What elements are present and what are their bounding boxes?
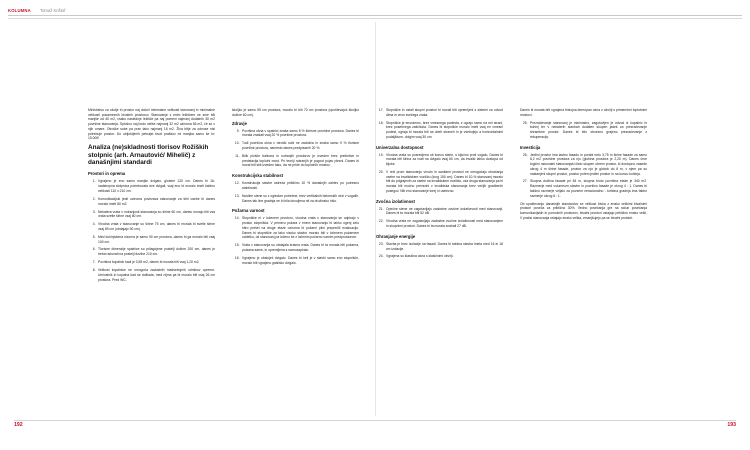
list-item: 13. Nosilne stene so z ogledom potrebne, brez vertikalnih betonskih vezi v vogalih. Danes tak line gradnja ne bi bila dovoljena nit za družinsko hišo. xyxy=(241,194,360,203)
list-item: 4. Vhodna vrata v stanovanje so širine 75 cm, danes bi morala bi svetle širine vsaj 89 cm (obdajajo 90 cm). xyxy=(97,222,216,231)
list-item: 19. Vhodna vrata so posredjena ob koncu stene, s ključno proti vogalu. Danes bi morala biti širina za vrati na dvigalo vsaj 60 cm, da invalid lahko dostopa od kljuke. xyxy=(385,153,504,167)
subsection-heading: Požarna varnost xyxy=(232,208,265,214)
page-number-left: 192 xyxy=(14,422,23,428)
list-item: 7. Površina kopalnic kadi je 0,55 m2, danes bi morala biti vsaj 1,20 m2. xyxy=(97,260,216,265)
subsection-heading: Investicija xyxy=(520,144,541,150)
list-item: 15. Vrata v stanovanja so obdajala krasna vrata. Danes bi ta morala biti požarna, polzana same, in opremljena s samozapiralo. xyxy=(241,243,360,252)
list-item: 1. Vgrajeno je eno samo manjše dvigalo, globine 120 cm. Danes bi 16-nadstropna stolpnica potrebovala dve dvigali, vsaj eno bi moralo imeti kabino velikosti 110 x 210 cm. xyxy=(97,179,216,193)
list-item: 24. Vgrajena so klasična okna s klasičnimi okvirji. xyxy=(385,254,504,259)
list-item: 17. Stopnišče in ostali skupni prostori bi morali biti opremljeni s sistemi za odvod dima in vnos svežega zraka. xyxy=(385,108,504,117)
subsection-heading: Zvočna izolativnost xyxy=(376,198,415,204)
subsection-heading: Univerzalna dostopnost xyxy=(376,144,424,150)
list-item: 5. Med kuhinjskima nizoma je samo 90 cm prostora, danes bi ga moralo biti vsaj 100 cm. xyxy=(97,235,216,244)
numbered-list xyxy=(376,207,503,229)
list-item: 2. Komunikacijski jedri oziroma povezava stanovanje za štiri osebe bi danes moralo imeti 80 m2. xyxy=(97,197,216,206)
numbered-list xyxy=(88,179,215,282)
list-item: 22. Vhodna vrata ne zagotavljajo zadostne zvočne izolativnosti med stanovanjem in skupnimi prostori. Danes bi ta morala znašati 27 dB. xyxy=(385,219,504,228)
list-item: 9. Površina okna v spalnici znaša samo 8 % tlorisne površine prostora. Danes bi morala znašati vsaj 20 % površine prostora. xyxy=(241,129,360,138)
numbered-list xyxy=(520,153,647,199)
list-item: 23. Stavba je brez izolacije na fasadi. Danes bi takšna stavba imela med 16 in 18 cm izolacije. xyxy=(385,242,504,251)
column-2 xyxy=(232,108,359,408)
list-item: 6. Tlorisne dimenzije spalnice so prilagojene postelji dožine 200 cm, danes je treba računati na postelji dožine 210 cm. xyxy=(97,247,216,256)
section-title: Analiza (ne)skladnosti tlorisov Rožiških stolpnic (arh. Arnautović/ Mihelič) z današnjimi standardi xyxy=(88,144,209,167)
list-item: 10. Tudi površina okna v otroški sobi ne zadošča in znaša samo 9 % tlorisne površine prostora, namesto danes predpisanih 20 %. xyxy=(241,141,360,150)
list-item: 8. Velikost kopalnice ne omogoča zadostnih medsebojnih odmikov opreme. Umivalnik in kopalna kad se dotikata, med nijma pa bi moralo biti vsaj 26 cm prostora. Pred WC- xyxy=(97,268,216,282)
footer-divider xyxy=(14,420,736,421)
list-item: 12. Konstrukcija stavbe ustreza približno 10 % današnjih zahtev po potresno stabilnosti. xyxy=(241,181,360,190)
paragraph: Danes bi morala brti vgrajena trislojna termopan okna z okvirji s primernimi toplotnimi mostovi. xyxy=(520,108,647,117)
paragraph: školjko je samo 55 cm prostora, moralo bi biti 70 cm prostora (upoštevajoč školjko dožine 60 cm). xyxy=(232,108,359,117)
list-item: 25. Prezračevanje stanovanj je minimalno, zagotovljen je odvod iz kopalnic in kuhinj ter v nekaterih stavbah dodaten skupen jašek za prezračevanje shrambne prostor. Danes bi bilo obvezno grajeno prezračevanje z rekuperacijo. xyxy=(529,121,648,140)
list-item: 16. Vgrajeno je obstoječ dvigalo. Danes bi keli je v stavbi samo eno stopnišče, moralo biti vgrajeno gasilsko dvigalo. xyxy=(241,256,360,265)
list-item: 14. Stopnišče ni v ločenem prostoru, vhodna vrata v stanovanja se odpirajo v prostor stopnišča. V primeru požara v enem stanovanju bi lahko ogenj zelo hitro prešel na druge etaže oziroma bi požarni plini preprečili evakuacijo. Danes bi stopnišče za tako visoko stavbo moralo biti v ločenem požarnem oddelku, od stanovanj pa ločeno še z ločenim požarno varnim predprostorom. xyxy=(241,216,360,240)
header-section-label: KOLUMNA xyxy=(8,8,31,13)
subsection-heading: Konstrukcijska stabilnost xyxy=(232,173,283,179)
list-item: 20. V reči prom stanovanju vhodn in sanitarni prostori ne omogočajo obračanja osebe na invalidskem vozičku (krog 150 cm). Danes bi 10-% stanovanj moralo biti do prigrajenih za osebe na invalidskem vozičku, vsa druga stanovanja pa bi morala biti možno prevedni v invalidska stanovanja brez večjih gradbenih posegov. Niti eno stanovanje torej ni ustrezno. xyxy=(385,170,504,194)
page-header xyxy=(8,8,742,19)
column-1 xyxy=(88,108,215,408)
article-columns xyxy=(88,108,666,408)
list-item: 27. Skupna dolžina fasade pri 84 m, skupna bruto površina etaže je 340 m2. Razmerje med volumnom stavbe in površino fasade je okrog 4 : 1. Danes bi takšno razmerje veljalo za povsem neracionalno - toristna gradnja ima faktor razmerje okrog 6 : 1. xyxy=(529,179,648,198)
numbered-list xyxy=(520,121,647,140)
paragraph: Ob upoštevanju današnjih standardov se velikost bivka z enako velikimi bivalnimi prostori poveča za približno 30%. Vedno povečanja gre na račun povečanja komunikacijskih in pomožnih prostorov, bivalni prostori ostajajo približno enako velki. V praksi stanovanja ostajajo enako velika, zmanjšujejo pa se bivalni prostori. xyxy=(520,201,647,220)
list-item: 18. Stopnišče je enoramno, brez vmesnega podesta, z ograjo samo na eni strani, brez posebnega zaščitoča. Danes bi stopnišče moralo imeti vsaj en vmesni podest, ograja bi morala biti na obeh straneh in je vsebujejo a horizontalnimi podaljškom, dolgim vsaj 30 cm. xyxy=(385,121,504,140)
paragraph: Ministrstvo za okolje in prostor naj določi minimalne velikosti stanovanj in minimalne velikosti posameznih bivalnih prostorov. Stanovanje z enim ležiščem ne sme biti manjše od 40 m2, vsako naslednje ležišče pa naj pomeni najmanj dodatnih 30 m2 površine stanovanja. Splošno naj bodo velike najmanj 32 m2 oziroma 56 m2, če so v njih omare. Otroške sobe pa prav tako najmanj 16 m2. Živa bitje za odnose nisi potrebuje prostor. Do obljubljenih petnajst tisoč praškov mi manjka samo še to: 15.000! xyxy=(88,108,215,141)
column-4 xyxy=(520,108,647,408)
subsection-heading: Zdravje xyxy=(232,120,247,126)
column-3 xyxy=(376,108,503,408)
list-item: 21. Opečne stene ne zagotavljajo zadostne zvočne izolativnosti med stanovanji. Danes bi ta morala biti 52 dB. xyxy=(385,207,504,216)
header-author-label: Tomaž Krištof xyxy=(40,8,66,13)
numbered-list xyxy=(376,108,503,140)
numbered-list xyxy=(232,181,359,203)
page-number-right: 193 xyxy=(727,422,736,428)
list-item: 11. Bilik plošče balkona in notranjih prostorov je izveden brez prekinitve in predstavlja toplotni most. Pri teoriji notranjih je pogost pojav plesni. Danes bi moral biti stik izveden tako, da ne pride do toplotnih mostov. xyxy=(241,154,360,168)
subsection-heading: Ohranjanje energije xyxy=(376,233,416,239)
numbered-list xyxy=(376,242,503,259)
numbered-list xyxy=(376,153,503,194)
list-item: 3. Nekatera vrata v notranjosti stanovanja so širine 60 cm, danes morajo biti vsa vrata svetle širine vsaj 80 cm. xyxy=(97,210,216,219)
list-item: 26. Jedilni prostor ima lastno fasado in porabi neto 3,75 m širine fasade za samo 8,2 m2 površine prostora za njo (globina prostora je 2,20 m). Danes črne togični racionalni stanovanjski čisto skupen obrem prostor, ki dostopno zasede okrog 4 m širine fasade, prostor za njo je globok do 8 m, v njem pa so nastanjeni skupni prostor, prostor potem jedilni prostor in na koncu kuhinja. xyxy=(529,153,648,177)
header-divider xyxy=(8,15,742,16)
subsection-heading: Prostori in oprema xyxy=(88,171,126,177)
numbered-list xyxy=(232,216,359,265)
numbered-list xyxy=(232,129,359,169)
